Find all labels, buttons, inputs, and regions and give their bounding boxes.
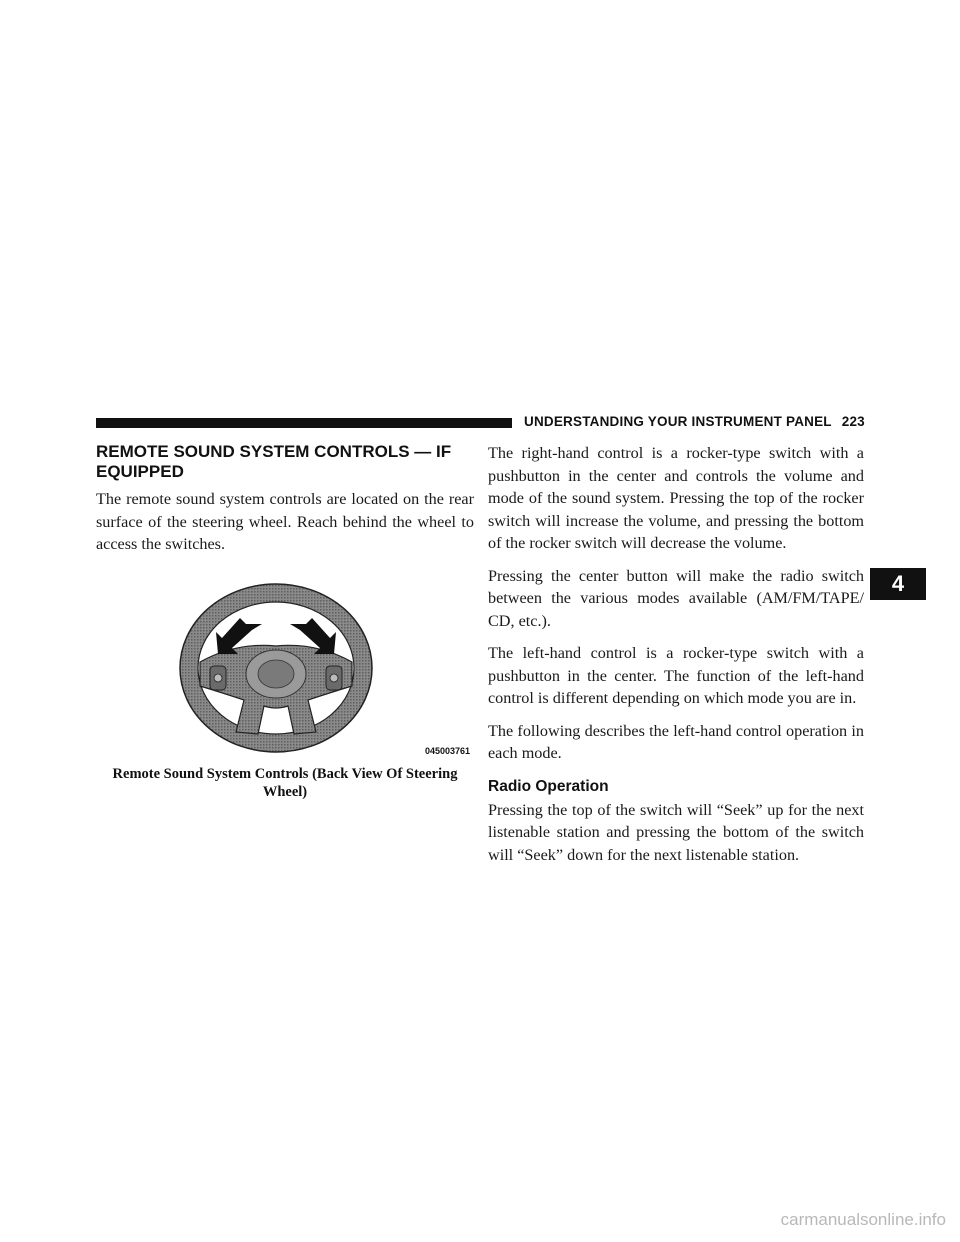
header-section-title: UNDERSTANDING YOUR INSTRUMENT PANEL	[524, 414, 832, 429]
figure-code: 045003761	[424, 746, 470, 756]
radio-operation-paragraph: Pressing the top of the switch will “Seek” up for the next listenable station and pressing the bottom of the switch will “Seek” down for the next listenable station.	[488, 800, 864, 864]
left-column	[96, 442, 474, 566]
page-number: 223	[841, 414, 865, 429]
right-column	[488, 442, 864, 876]
section-heading: REMOTE SOUND SYSTEM CONTROLS — IF EQUIPPED	[96, 442, 452, 481]
intro-paragraph: The remote sound system controls are located on the rear surface of the steering wheel. Reach behind the wheel to access the switches.	[96, 490, 474, 553]
chapter-tab: 4	[870, 568, 926, 600]
paragraph: The following describes the left-hand control operation in each mode.	[488, 721, 864, 762]
watermark: carmanualsonline.info	[780, 1210, 946, 1229]
running-header	[524, 414, 865, 429]
figure-caption: Remote Sound System Controls (Back View Of Steering Wheel)	[112, 766, 458, 800]
paragraph: The right-hand control is a rocker-type switch with a pushbutton in the center and controls the volume and mode of the sound system. Pressing the top of the rocker switch will increase the volume, and pressing the bottom of the rocker switch will decrease the volume.	[488, 444, 864, 552]
paragraph: The left-hand control is a rocker-type switch with a pushbutton in the center. The function of the left-hand control is different depending on which mode you are in.	[488, 644, 864, 707]
steering-wheel-figure	[96, 582, 474, 832]
header-rule	[96, 418, 512, 428]
paragraph: Pressing the center button will make the radio switch between the various modes available (AM/FM/TAPE/ CD, etc.).	[488, 566, 864, 630]
steering-wheel-illustration	[176, 582, 376, 762]
subsection-heading: Radio Operation	[488, 777, 609, 795]
